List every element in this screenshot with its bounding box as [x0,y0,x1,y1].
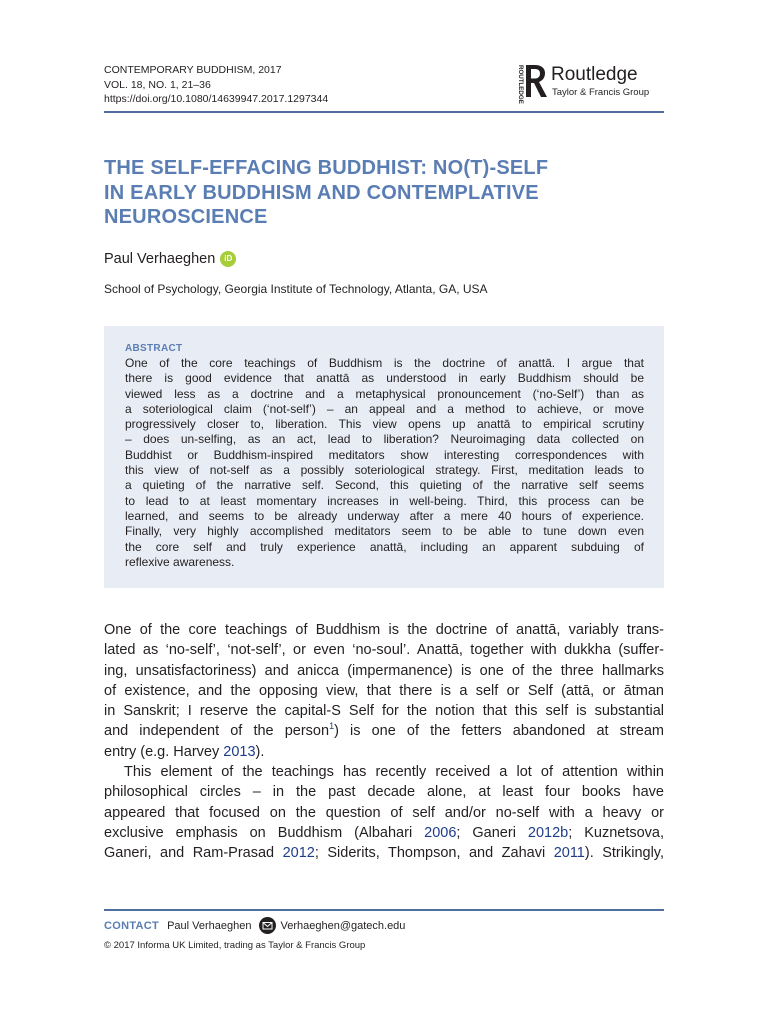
contact-label: CONTACT [104,919,160,932]
title-line: THE SELF-EFFACING BUDDHIST: NO(T)-SELF [104,157,549,179]
paragraph [104,620,664,762]
body-text-span: ). Strikingly, [584,845,664,862]
body-line: appeared that focused on the question of self and/or no-self with a heavy or [104,804,664,821]
abstract-line: the core self and truly experience anattā, including an apparent subduing of [125,539,644,554]
abstract-line: there is good evidence that anattā as understood in early Buddhism should be [125,371,644,386]
abstract-line: Buddhist or Buddhism-inspired meditators show interesting correspondences with [125,447,644,462]
citation-link[interactable]: 2013 [223,743,256,760]
journal-volume: VOL. 18, NO. 1, 21–36 [104,78,211,91]
author-line [104,250,236,268]
abstract-line: – does un-selfing, as an act, lead to liberation? Neuroimaging data collected on [125,432,644,447]
contact-info [104,917,405,934]
body-line: philosophical circles – in the past decade alone, at least four books have [104,784,664,801]
publisher-subtitle: Taylor & Francis Group [552,87,650,98]
publisher-logo[interactable] [510,62,666,102]
body-text-span: ) is one of the fetters abandoned at stream [334,723,664,740]
journal-info [104,63,328,107]
citation-link[interactable]: 2006 [424,824,457,841]
abstract-heading: ABSTRACT [125,343,183,354]
body-line: ing, unsatisfactoriness) and anicca (impermanence) is one of the three hallmarks [104,662,664,679]
body-line: lated as ‘no-self’, ‘not-self’, or even ‘no-soul’. Anattā, together with dukkha (suffer- [104,642,664,659]
body-line: of existence, and the opposing view, that there is a self or Self (attā, or ātman [104,682,664,699]
citation-link[interactable]: 2012 [282,845,315,862]
abstract-line: learned, and seems to be already underway after a mere 40 hours of experience. [125,508,644,523]
contact-name: Paul Verhaeghen [167,919,252,932]
contact-email[interactable]: Verhaeghen@gatech.edu [280,919,406,932]
title-line: IN EARLY BUDDHISM AND CONTEMPLATIVE [104,181,539,204]
orcid-icon[interactable] [220,251,236,267]
body-line [104,843,664,863]
body-text-span: ; Ganeri [456,824,528,841]
abstract-line: viewed less as a doctrine and a metaphysical pronouncement (‘no-Self’) than as [125,386,644,401]
envelope-icon [259,917,276,934]
abstract-line: a quieting of the narrative self. Second, this quieting of the narrative self seems [125,478,644,493]
footnote-ref[interactable]: 1 [329,721,335,732]
abstract-line: Finally, very highly accomplished meditators seem to be able to tune down even [125,524,644,539]
body-text [104,620,664,864]
body-line [104,742,664,762]
citation-link[interactable]: 2011 [553,845,585,862]
abstract-line: progressively closer to, liberation. This view opens up anattā to empirical scrutiny [125,417,644,432]
paragraph [104,762,664,863]
abstract-line: reflexive awareness. [125,554,235,569]
routledge-vertical-wordmark [510,64,524,104]
author-name[interactable]: Paul Verhaeghen [104,251,216,267]
body-text-span: and independent of the person [104,723,330,740]
abstract-line: to lead to at least momentary increases in well-being. Third, this process can be [125,493,644,508]
body-text-span: ; Kuznetsova, [568,824,665,841]
body-text-span: exclusive emphasis on Buddhism (Albahari [104,824,425,841]
doi-link[interactable]: https://doi.org/10.1080/14639947.2017.1297344 [104,93,329,105]
abstract-box [104,326,664,588]
title-line: NEUROSCIENCE [104,206,268,228]
article-title [104,156,664,230]
citation-link[interactable]: 2012b [527,824,569,841]
footer-divider [104,909,664,911]
body-text-span: entry (e.g. Harvey [104,743,224,760]
abstract-line: One of the core teachings of Buddhism is the doctrine of anattā. I argue that [125,356,644,370]
publisher-name: Routledge [551,64,638,85]
header-divider [104,111,664,113]
journal-name: CONTEMPORARY BUDDHISM, 2017 [104,64,282,76]
abstract-line: a soteriological claim (‘not-self’) – an appeal and a method to achieve, or move [125,401,644,416]
abstract-text [125,356,644,570]
body-line [104,721,664,741]
orcid-label: iD [224,254,233,263]
abstract-line: this view of not-self as a possibly soteriological strategy. First, meditation leads to [125,463,644,478]
body-text-span: Ganeri, and Ram-Prasad [104,845,283,862]
vertical-wordmark-text: ROUTLEDGE [517,65,524,104]
body-text-span: ). [255,743,265,760]
body-line: in Sanskrit; I reserve the capital-S Self for the notion that this self is substantial [104,703,664,720]
body-line: One of the core teachings of Buddhism is the doctrine of anattā, variably trans- [104,622,664,638]
routledge-r-icon [523,62,549,100]
body-line [104,823,664,843]
body-line: This element of the teachings has recently received a lot of attention within [124,764,664,781]
body-text-span: ; Siderits, Thompson, and Zahavi [314,845,554,862]
copyright-notice: © 2017 Informa UK Limited, trading as Taylor & Francis Group [104,940,366,951]
author-affiliation: School of Psychology, Georgia Institute of Technology, Atlanta, GA, USA [104,282,488,296]
